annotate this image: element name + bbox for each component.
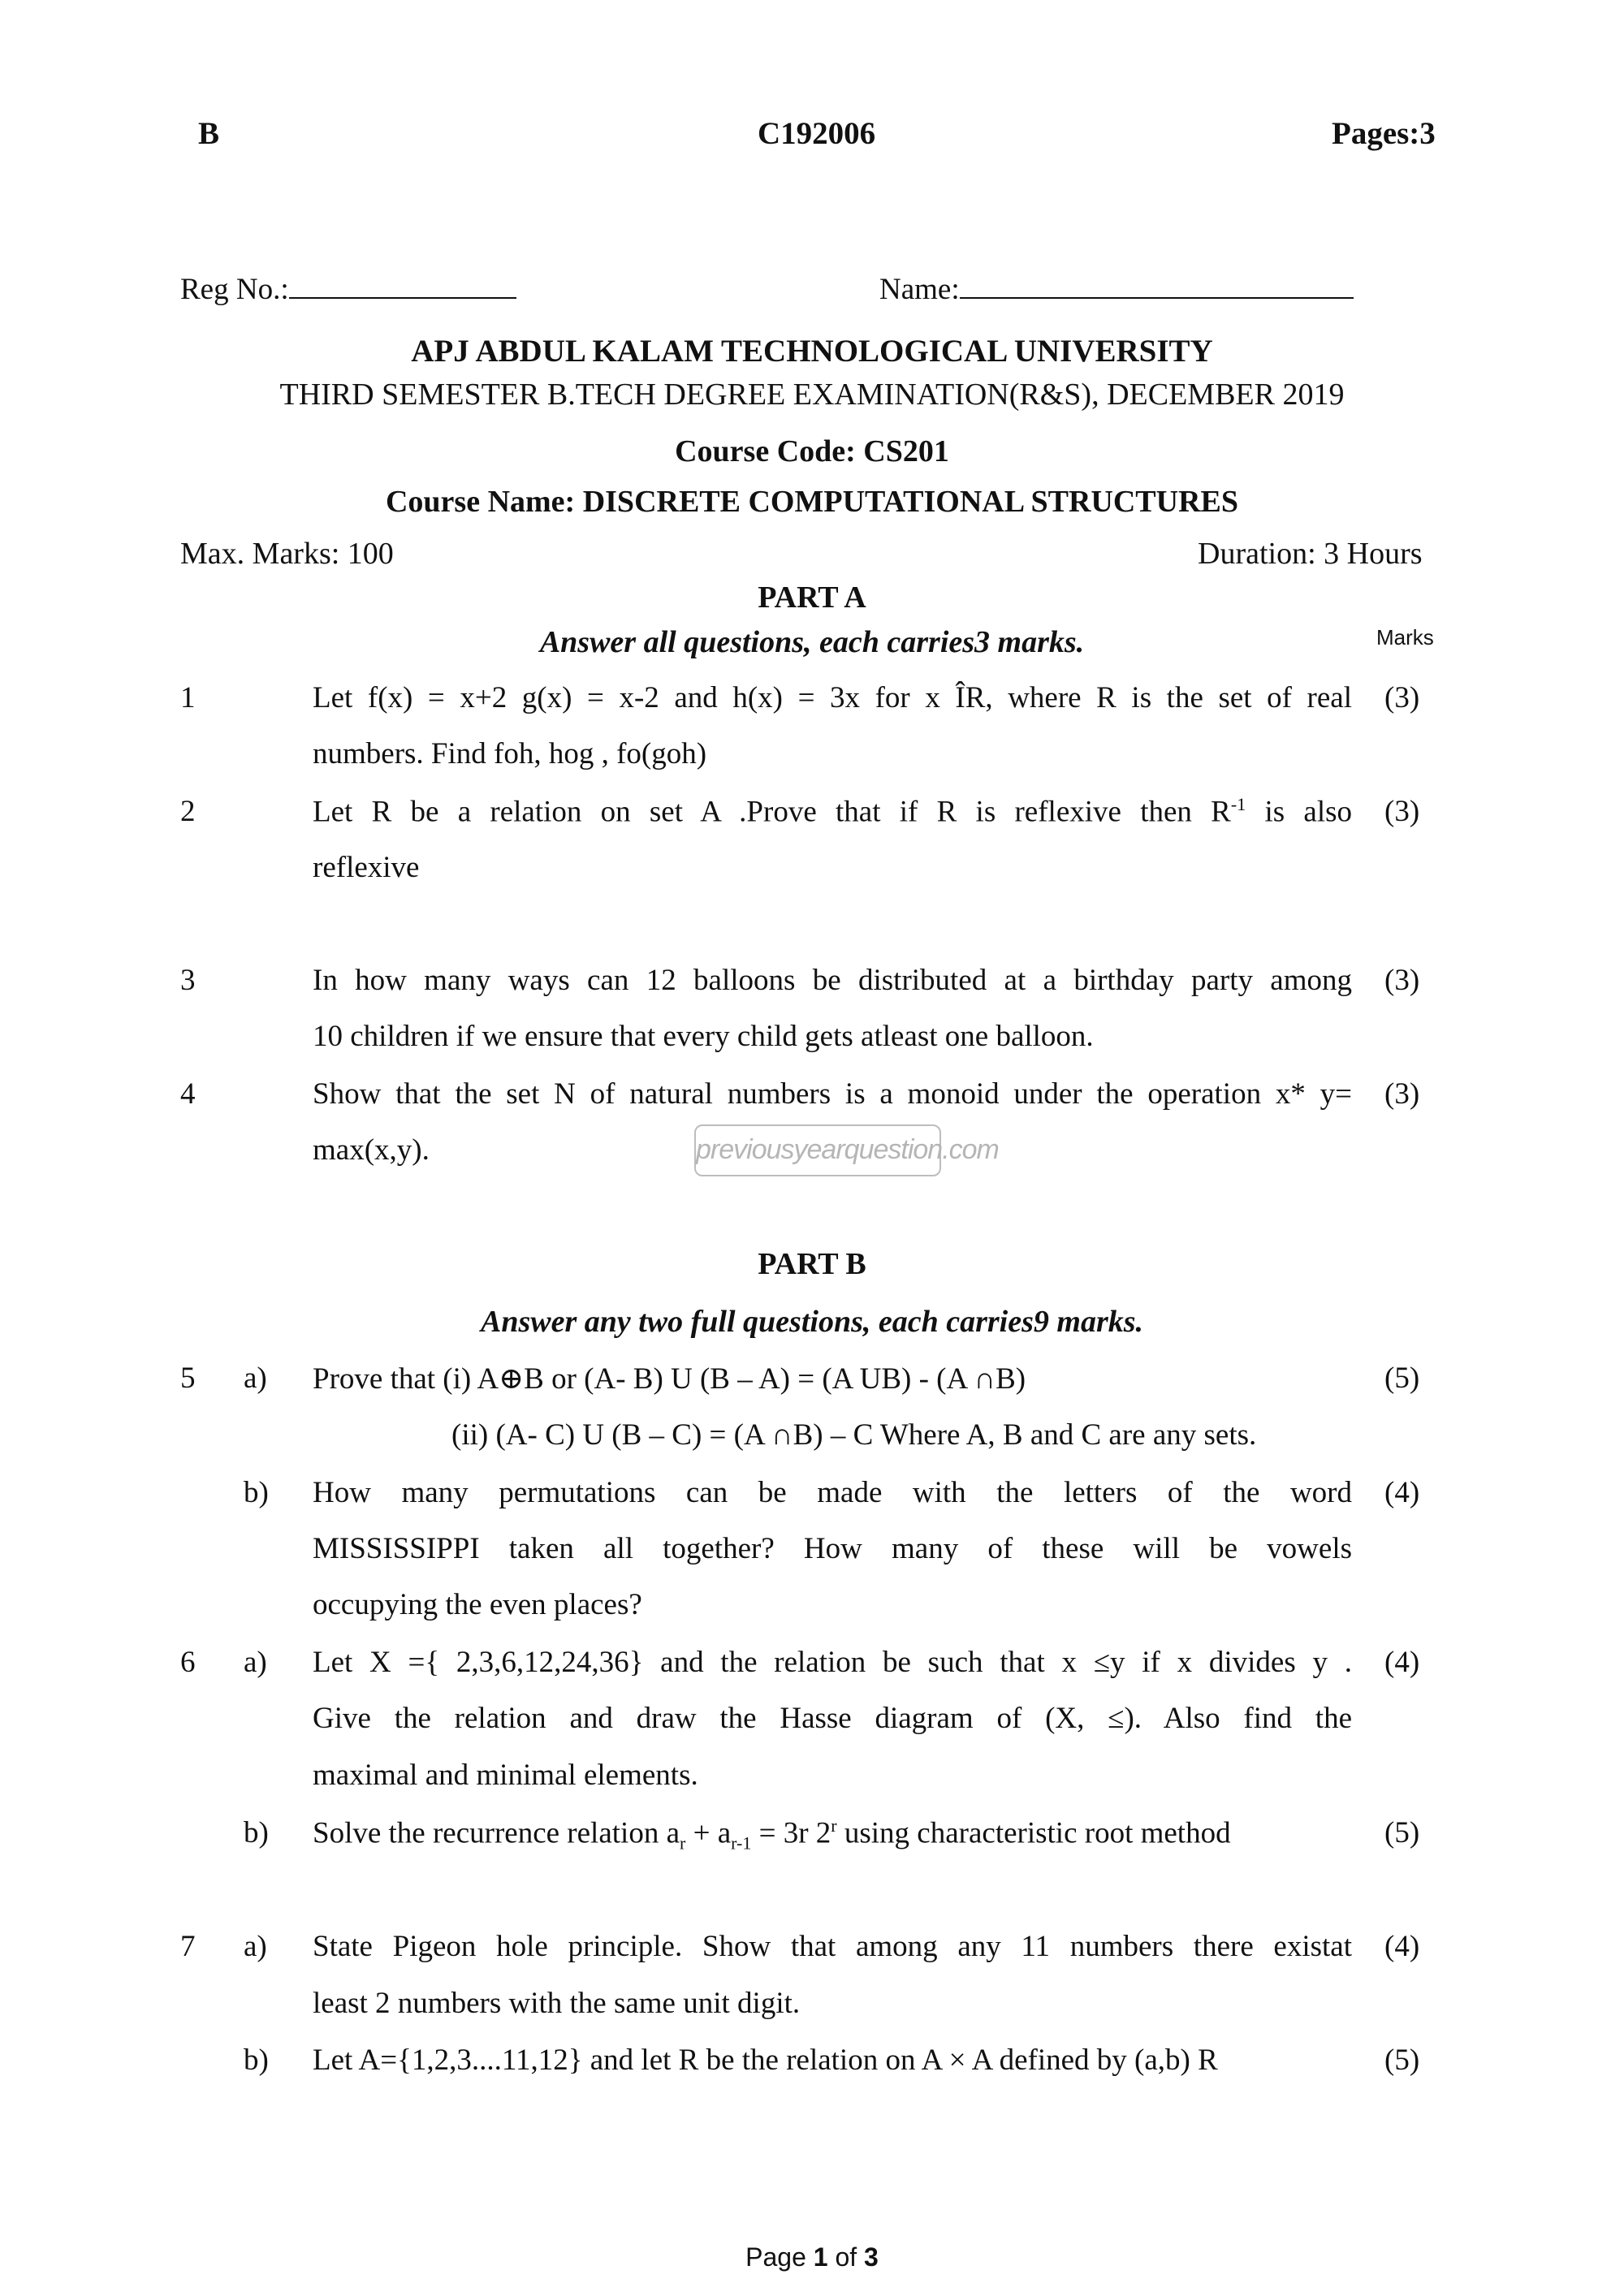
course-code: Course Code: CS201 <box>675 434 949 468</box>
name-field <box>879 272 1354 307</box>
question-text-part: = 3r 2 <box>751 1816 831 1850</box>
question-marks: (3) <box>1384 964 1420 997</box>
paper-code: C192006 <box>758 116 876 151</box>
reg-no-field <box>180 272 516 307</box>
question-text-line: In how many ways can 12 balloons be distributed at a birthday party among <box>313 964 1352 997</box>
course-name: Course Name: DISCRETE COMPUTATIONAL STRUCTURES <box>385 485 1238 519</box>
question-text-part: using characteristic root method <box>836 1816 1231 1850</box>
question-text-line: Let A={1,2,3....11,12} and let R be the relation on A × A defined by (a,b) R <box>313 2044 1218 2077</box>
page-count: Pages:3 <box>1332 116 1436 151</box>
watermark-logo: previousyearquestion.com <box>694 1124 941 1176</box>
question-text-line: Let f(x) = x+2 g(x) = x-2 and h(x) = 3x for x ÎR, where R is the set of real <box>313 681 1352 714</box>
subquestion-label: b) <box>244 2044 269 2077</box>
question-text-line: Let X ={ 2,3,6,12,24,36} and the relation be such that x ≤y if x divides y . <box>313 1646 1352 1679</box>
question-text-part: + a <box>685 1816 732 1850</box>
question-marks: (5) <box>1384 1362 1420 1395</box>
reg-no-blank <box>289 273 516 299</box>
question-text-line: maximal and minimal elements. <box>313 1759 698 1792</box>
question-text-line <box>313 794 1352 829</box>
part-b-instruction: Answer any two full questions, each carries9 marks. <box>480 1305 1144 1339</box>
part-a-title: PART A <box>758 580 866 615</box>
question-number: 1 <box>180 681 196 714</box>
question-marks: (3) <box>1384 681 1420 714</box>
question-number: 5 <box>180 1362 196 1395</box>
page-number: 1 <box>813 2242 828 2272</box>
part-a-instruction: Answer all questions, each carries3 marks. <box>539 625 1085 659</box>
subscript: r <box>680 1832 686 1854</box>
part-b-title: PART B <box>758 1247 866 1281</box>
question-text-line: State Pigeon hole principle. Show that among any 11 numbers there existat <box>313 1930 1352 1963</box>
question-number: 7 <box>180 1930 196 1963</box>
max-marks: Max. Marks: 100 <box>180 537 394 571</box>
duration: Duration: 3 Hours <box>1198 537 1423 571</box>
question-text-line: Show that the set N of natural numbers is a monoid under the operation x* y= <box>313 1077 1352 1111</box>
subquestion-label: a) <box>244 1646 267 1679</box>
question-marks: (3) <box>1384 1077 1420 1111</box>
question-text-line: max(x,y). <box>313 1133 430 1167</box>
question-marks: (4) <box>1384 1476 1420 1509</box>
superscript: -1 <box>1230 794 1246 814</box>
question-number: 2 <box>180 795 196 828</box>
question-number: 6 <box>180 1646 196 1679</box>
question-text-line: MISSISSIPPI taken all together? How many of these will be vowels <box>313 1532 1352 1565</box>
name-label: Name: <box>879 273 960 306</box>
question-marks: (4) <box>1384 1930 1420 1963</box>
name-blank <box>960 273 1354 299</box>
subquestion-label: a) <box>244 1930 267 1963</box>
superscript: r <box>831 1815 837 1836</box>
subquestion-label: a) <box>244 1362 267 1395</box>
question-text-line: (ii) (A- C) U (B – C) = (A ∩B) – C Where A, B and C are any sets. <box>451 1418 1257 1452</box>
question-text-line: 10 children if we ensure that every child gets atleast one balloon. <box>313 1020 1094 1053</box>
question-marks: (3) <box>1384 795 1420 828</box>
question-text-line: numbers. Find foh, hog , fo(goh) <box>313 737 707 770</box>
question-text-line: Give the relation and draw the Hasse diagram of (X, ≤). Also find the <box>313 1702 1352 1735</box>
question-text-part: Let R be a relation on set A .Prove that if R is reflexive then R <box>313 795 1231 829</box>
paper-series: B <box>198 116 220 151</box>
page-word: Page <box>745 2242 814 2272</box>
subquestion-label: b) <box>244 1476 269 1509</box>
question-number: 4 <box>180 1077 196 1111</box>
reg-no-label: Reg No.: <box>180 273 289 306</box>
page-footer <box>0 2242 1624 2272</box>
of-word: of <box>827 2242 865 2272</box>
question-text-line: occupying the even places? <box>313 1588 642 1621</box>
question-text-part: is also <box>1246 795 1353 829</box>
question-number: 3 <box>180 964 196 997</box>
subquestion-label: b) <box>244 1816 269 1849</box>
question-marks: (5) <box>1384 1816 1420 1849</box>
question-text-line: reflexive <box>313 851 420 884</box>
question-text-part: Solve the recurrence relation a <box>313 1816 680 1850</box>
marks-column-label: Marks <box>1376 625 1434 650</box>
question-text-line <box>313 1815 1231 1854</box>
question-text-line: least 2 numbers with the same unit digit. <box>313 1987 801 2020</box>
question-marks: (4) <box>1384 1646 1420 1679</box>
question-marks: (5) <box>1384 2044 1420 2077</box>
question-text-line: How many permutations can be made with the letters of the word <box>313 1476 1352 1509</box>
page-total: 3 <box>864 2242 879 2272</box>
question-text-line: Prove that (i) A⊕B or (A- B) U (B – A) = (A UB) - (A ∩B) <box>313 1362 1026 1396</box>
subscript: r-1 <box>731 1832 752 1854</box>
exam-title: THIRD SEMESTER B.TECH DEGREE EXAMINATION(R&S), DECEMBER 2019 <box>279 378 1345 412</box>
university-name: APJ ABDUL KALAM TECHNOLOGICAL UNIVERSITY <box>411 334 1213 369</box>
